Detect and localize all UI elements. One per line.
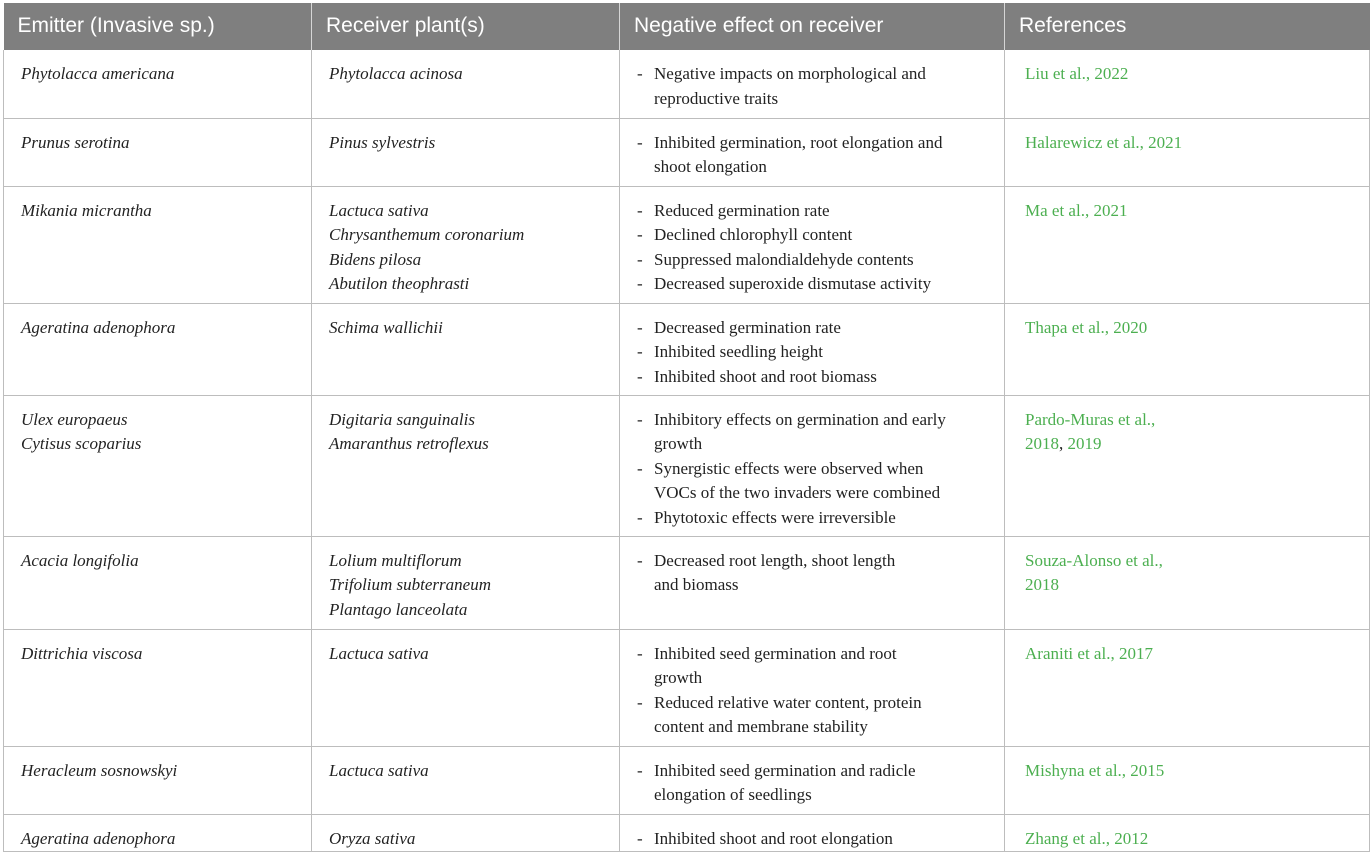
receiver-species: Trifolium subterraneum [329, 575, 491, 594]
reference-link[interactable]: Souza-Alonso et al., [1025, 550, 1163, 570]
reference-line [1025, 642, 1355, 667]
effect-text: - Inhibited shoot and root biomass [654, 366, 877, 386]
reference-line [1025, 432, 1355, 457]
table-row [4, 746, 1370, 814]
receiver-species: Lactuca sativa [329, 760, 429, 780]
effect-text: - Inhibited seedling height [654, 342, 824, 361]
emitter-cell [4, 186, 312, 303]
reference-link[interactable]: 2018 [1025, 434, 1059, 453]
reference-line [1025, 549, 1355, 574]
emitter-species: Ageratina adenophora [21, 317, 176, 337]
effect-item [637, 340, 990, 365]
effect-text: - Declined chlorophyll content [654, 225, 853, 244]
effect-item [637, 691, 990, 740]
effect-text: - Phytotoxic effects were irreversible [654, 507, 896, 527]
emitter-cell [4, 395, 312, 536]
effect-text: - Reduced germination rate [654, 200, 830, 220]
receiver-cell [312, 303, 620, 395]
effect-list [637, 642, 990, 740]
reference-cell [1005, 629, 1370, 746]
receiver-species: Oryza sativa [329, 828, 416, 848]
effect-item [637, 248, 990, 273]
emitter-cell [4, 746, 312, 814]
receiver-species: Lolium multiflorum [329, 550, 462, 570]
effect-text: - Reduced relative water content, protein [654, 692, 922, 712]
effect-item [637, 457, 990, 506]
effect-text: elongation of seedlings [654, 785, 812, 804]
receiver-cell [312, 746, 620, 814]
emitter-cell [4, 118, 312, 186]
effect-list [637, 549, 990, 598]
reference-cell [1005, 50, 1370, 118]
table-row [4, 118, 1370, 186]
effect-list [637, 62, 990, 111]
effect-item [637, 62, 990, 111]
effect-text: growth [654, 434, 703, 453]
header-references: References [1005, 3, 1370, 50]
effect-list [637, 827, 990, 852]
emitter-cell [4, 536, 312, 629]
reference-link[interactable]: Mishyna et al., 2015 [1025, 760, 1165, 780]
effect-item [637, 408, 990, 457]
emitter-cell [4, 50, 312, 118]
table-body [4, 50, 1370, 852]
emitter-species: Dittrichia viscosa [21, 643, 143, 663]
table-header [4, 3, 1370, 50]
reference-link[interactable]: Pardo-Muras et al., [1025, 409, 1156, 429]
effect-item [637, 506, 990, 531]
table-row [4, 629, 1370, 746]
effect-item [637, 549, 990, 598]
effect-cell [620, 50, 1005, 118]
effect-text: shoot elongation [654, 157, 767, 176]
reference-link[interactable]: 2019 [1067, 434, 1102, 453]
effect-cell [620, 746, 1005, 814]
table-row [4, 814, 1370, 852]
reference-line [1025, 131, 1355, 156]
reference-line [1025, 759, 1355, 784]
receiver-cell [312, 536, 620, 629]
reference-separator: , [1059, 434, 1068, 453]
receiver-species: Lactuca sativa [329, 200, 429, 220]
reference-cell [1005, 303, 1370, 395]
table-row [4, 50, 1370, 118]
table-row [4, 395, 1370, 536]
effect-item [637, 827, 990, 852]
receiver-cell [312, 50, 620, 118]
receiver-cell [312, 395, 620, 536]
emitter-species: Phytolacca americana [21, 64, 175, 83]
effect-text: - Decreased superoxide dismutase activity [654, 274, 932, 293]
effect-text: VOCs of the two invaders were combined [654, 483, 941, 502]
effect-item [637, 642, 990, 691]
effect-list [637, 199, 990, 297]
effect-text: - Inhibited seed germination and root [654, 643, 897, 663]
receiver-species: Schima wallichii [329, 317, 443, 337]
header-receiver: Receiver plant(s) [312, 3, 620, 50]
reference-line [1025, 408, 1355, 433]
reference-cell [1005, 536, 1370, 629]
effect-text: - Decreased germination rate [654, 317, 841, 337]
receiver-species: Digitaria sanguinalis [329, 409, 475, 429]
reference-cell [1005, 186, 1370, 303]
receiver-species: Lactuca sativa [329, 643, 429, 663]
effect-cell [620, 814, 1005, 852]
effect-cell [620, 536, 1005, 629]
header-emitter: Emitter (Invasive sp.) [4, 3, 312, 50]
table-row [4, 303, 1370, 395]
effect-text: - Inhibited germination, root elongation and [654, 132, 943, 152]
effect-text: growth [654, 668, 703, 687]
effect-text: content and membrane stability [654, 717, 868, 736]
reference-link[interactable]: Liu et al., 2022 [1025, 64, 1129, 83]
reference-line [1025, 62, 1355, 87]
emitter-species: Ulex europaeus [21, 409, 128, 429]
emitter-cell [4, 629, 312, 746]
header-effect: Negative effect on receiver [620, 3, 1005, 50]
reference-line [1025, 199, 1355, 224]
receiver-species: Abutilon theophrasti [329, 274, 470, 293]
effect-cell [620, 395, 1005, 536]
reference-link[interactable]: Halarewicz et al., 2021 [1025, 132, 1183, 152]
effect-text: - Inhibited shoot and root elongation [654, 828, 893, 848]
emitter-species: Cytisus scoparius [21, 434, 142, 453]
effect-item [637, 365, 990, 390]
effect-item [637, 199, 990, 224]
effect-text: reproductive traits [654, 88, 779, 108]
effect-list [637, 408, 990, 531]
effect-item [637, 316, 990, 341]
effect-text: and biomass [654, 575, 739, 594]
receiver-cell [312, 629, 620, 746]
allelopathy-table [3, 3, 1370, 852]
reference-link[interactable]: 2018 [1025, 575, 1059, 594]
reference-line [1025, 316, 1355, 341]
effect-cell [620, 303, 1005, 395]
reference-link[interactable]: Ma et al., 2021 [1025, 200, 1128, 220]
effect-cell [620, 629, 1005, 746]
header-row [4, 3, 1370, 50]
receiver-species: Chrysanthemum coronarium [329, 225, 525, 244]
reference-link[interactable]: Zhang et al., 2012 [1025, 828, 1149, 848]
effect-text: - Inhibited seed germination and radicle [654, 760, 916, 780]
reference-cell [1005, 814, 1370, 852]
effect-item [637, 272, 990, 297]
effect-item [637, 223, 990, 248]
receiver-species: Pinus sylvestris [329, 132, 436, 152]
emitter-cell [4, 814, 312, 852]
reference-cell [1005, 746, 1370, 814]
effect-text: - Negative impacts on morphological and [654, 64, 926, 83]
effect-item [637, 131, 990, 180]
reference-cell [1005, 118, 1370, 186]
receiver-species: Amaranthus retroflexus [329, 434, 489, 453]
reference-link[interactable]: Araniti et al., 2017 [1025, 643, 1153, 663]
effect-item [637, 759, 990, 808]
receiver-species: Phytolacca acinosa [329, 64, 463, 83]
emitter-species: Ageratina adenophora [21, 828, 176, 848]
effect-text: - Synergistic effects were observed when [654, 458, 924, 478]
reference-line [1025, 573, 1355, 598]
receiver-cell [312, 186, 620, 303]
receiver-species: Plantago lanceolata [329, 599, 468, 619]
receiver-species: Bidens pilosa [329, 249, 422, 269]
table-row [4, 536, 1370, 629]
effect-list [637, 316, 990, 390]
emitter-cell [4, 303, 312, 395]
effect-text: - Decreased root length, shoot length [654, 550, 896, 570]
effect-text: - Suppressed malondialdehyde contents [654, 249, 914, 269]
emitter-species: Prunus serotina [21, 132, 130, 152]
table-row [4, 186, 1370, 303]
emitter-species: Mikania micrantha [21, 200, 152, 220]
receiver-cell [312, 814, 620, 852]
effect-cell [620, 186, 1005, 303]
receiver-cell [312, 118, 620, 186]
effect-cell [620, 118, 1005, 186]
reference-link[interactable]: Thapa et al., 2020 [1025, 317, 1148, 337]
effect-text: - Inhibitory effects on germination and early [654, 409, 946, 429]
reference-cell [1005, 395, 1370, 536]
effect-list [637, 131, 990, 180]
reference-line [1025, 827, 1355, 852]
emitter-species: Heracleum sosnowskyi [21, 760, 178, 780]
emitter-species: Acacia longifolia [21, 550, 139, 570]
effect-list [637, 759, 990, 808]
